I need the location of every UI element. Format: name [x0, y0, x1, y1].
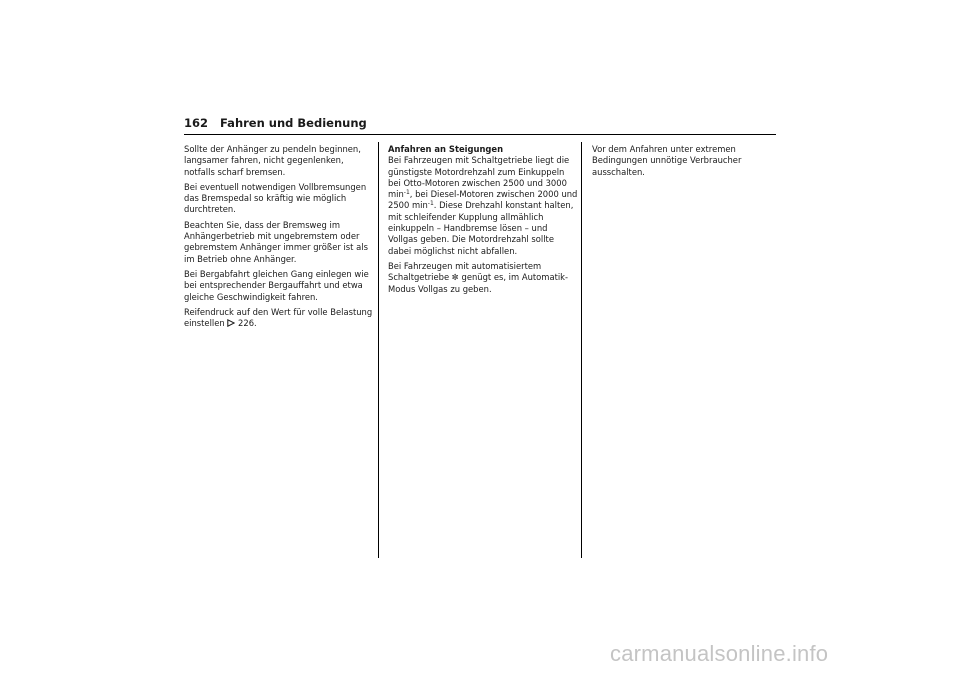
automated-gearbox-text-b: genügt es, im Automatik-Modus Vollgas zu geben.	[388, 272, 569, 294]
watermark: carmanualsonline.info	[610, 641, 829, 666]
automated-gearbox-icon: ✼	[451, 272, 459, 283]
header-rule	[184, 134, 776, 135]
page-header	[184, 116, 367, 130]
paragraph-full-braking: Bei eventuell notwendigen Vollbremsungen das Bremspedal so kräftig wie möglich durchtreten.	[184, 181, 367, 215]
column-divider-2	[581, 142, 582, 558]
hill-start-text-c: . Diese Drehzahl konstant halten, mit schleifender Kupplung allmählich einkuppeln – Handbremse lösen – und Vollgas geben. Die Motordrehzahl sollte dabei möglichst nicht abfallen.	[388, 200, 574, 256]
column-divider-1	[378, 142, 379, 558]
column-left	[184, 144, 374, 333]
paragraph-downhill: Bei Bergabfahrt gleichen Gang einlegen wie bei entsprechender Bergauffahrt und etwa gleiche Geschwindigkeit fahren.	[184, 268, 369, 302]
section-title: Fahren und Bedienung	[220, 116, 367, 130]
page-reference-icon	[227, 319, 235, 327]
hill-start-text-a: Bei Fahrzeugen mit Schaltgetriebe liegt die günstigste Motordrehzahl zum Einkuppeln bei Otto-Motoren zwischen 2500 und 3000 min	[388, 155, 570, 200]
paragraph-hill-start	[388, 144, 578, 257]
paragraph-tyre-pressure	[184, 307, 374, 330]
paragraph-braking-distance: Beachten Sie, dass der Bremsweg im Anhängerbetrieb mit ungebremstem oder gebremstem Anhänger immer größer ist als im Betrieb ohne Anhänger.	[184, 219, 368, 264]
rpm-unit-exponent: -1	[427, 200, 434, 208]
paragraph-trailer-sway: Sollte der Anhänger zu pendeln beginnen, langsamer fahren, nicht gegenlenken, notfalls scharf bremsen.	[184, 144, 361, 177]
paragraph-automated-gearbox	[388, 261, 578, 295]
paragraph-extreme-conditions: Vor dem Anfahren unter extremen Bedingungen unnötige Verbraucher ausschalten.	[592, 144, 742, 177]
page-number: 162	[184, 116, 209, 130]
column-middle	[388, 144, 578, 299]
tyre-pressure-text: Reifendruck auf den Wert für volle Belastung einstellen	[184, 306, 373, 329]
column-right	[592, 144, 782, 182]
rpm-unit-exponent: -1	[403, 189, 410, 197]
automated-gearbox-text-a: Bei Fahrzeugen mit automatisiertem Schaltgetriebe	[388, 260, 542, 283]
hill-start-text-b: , bei Diesel-Motoren zwischen 2000 und 2500 min	[388, 189, 578, 211]
page-reference-link[interactable]: 226.	[238, 318, 257, 329]
section-heading-hill-start: Anfahren an Steigungen	[388, 144, 504, 154]
